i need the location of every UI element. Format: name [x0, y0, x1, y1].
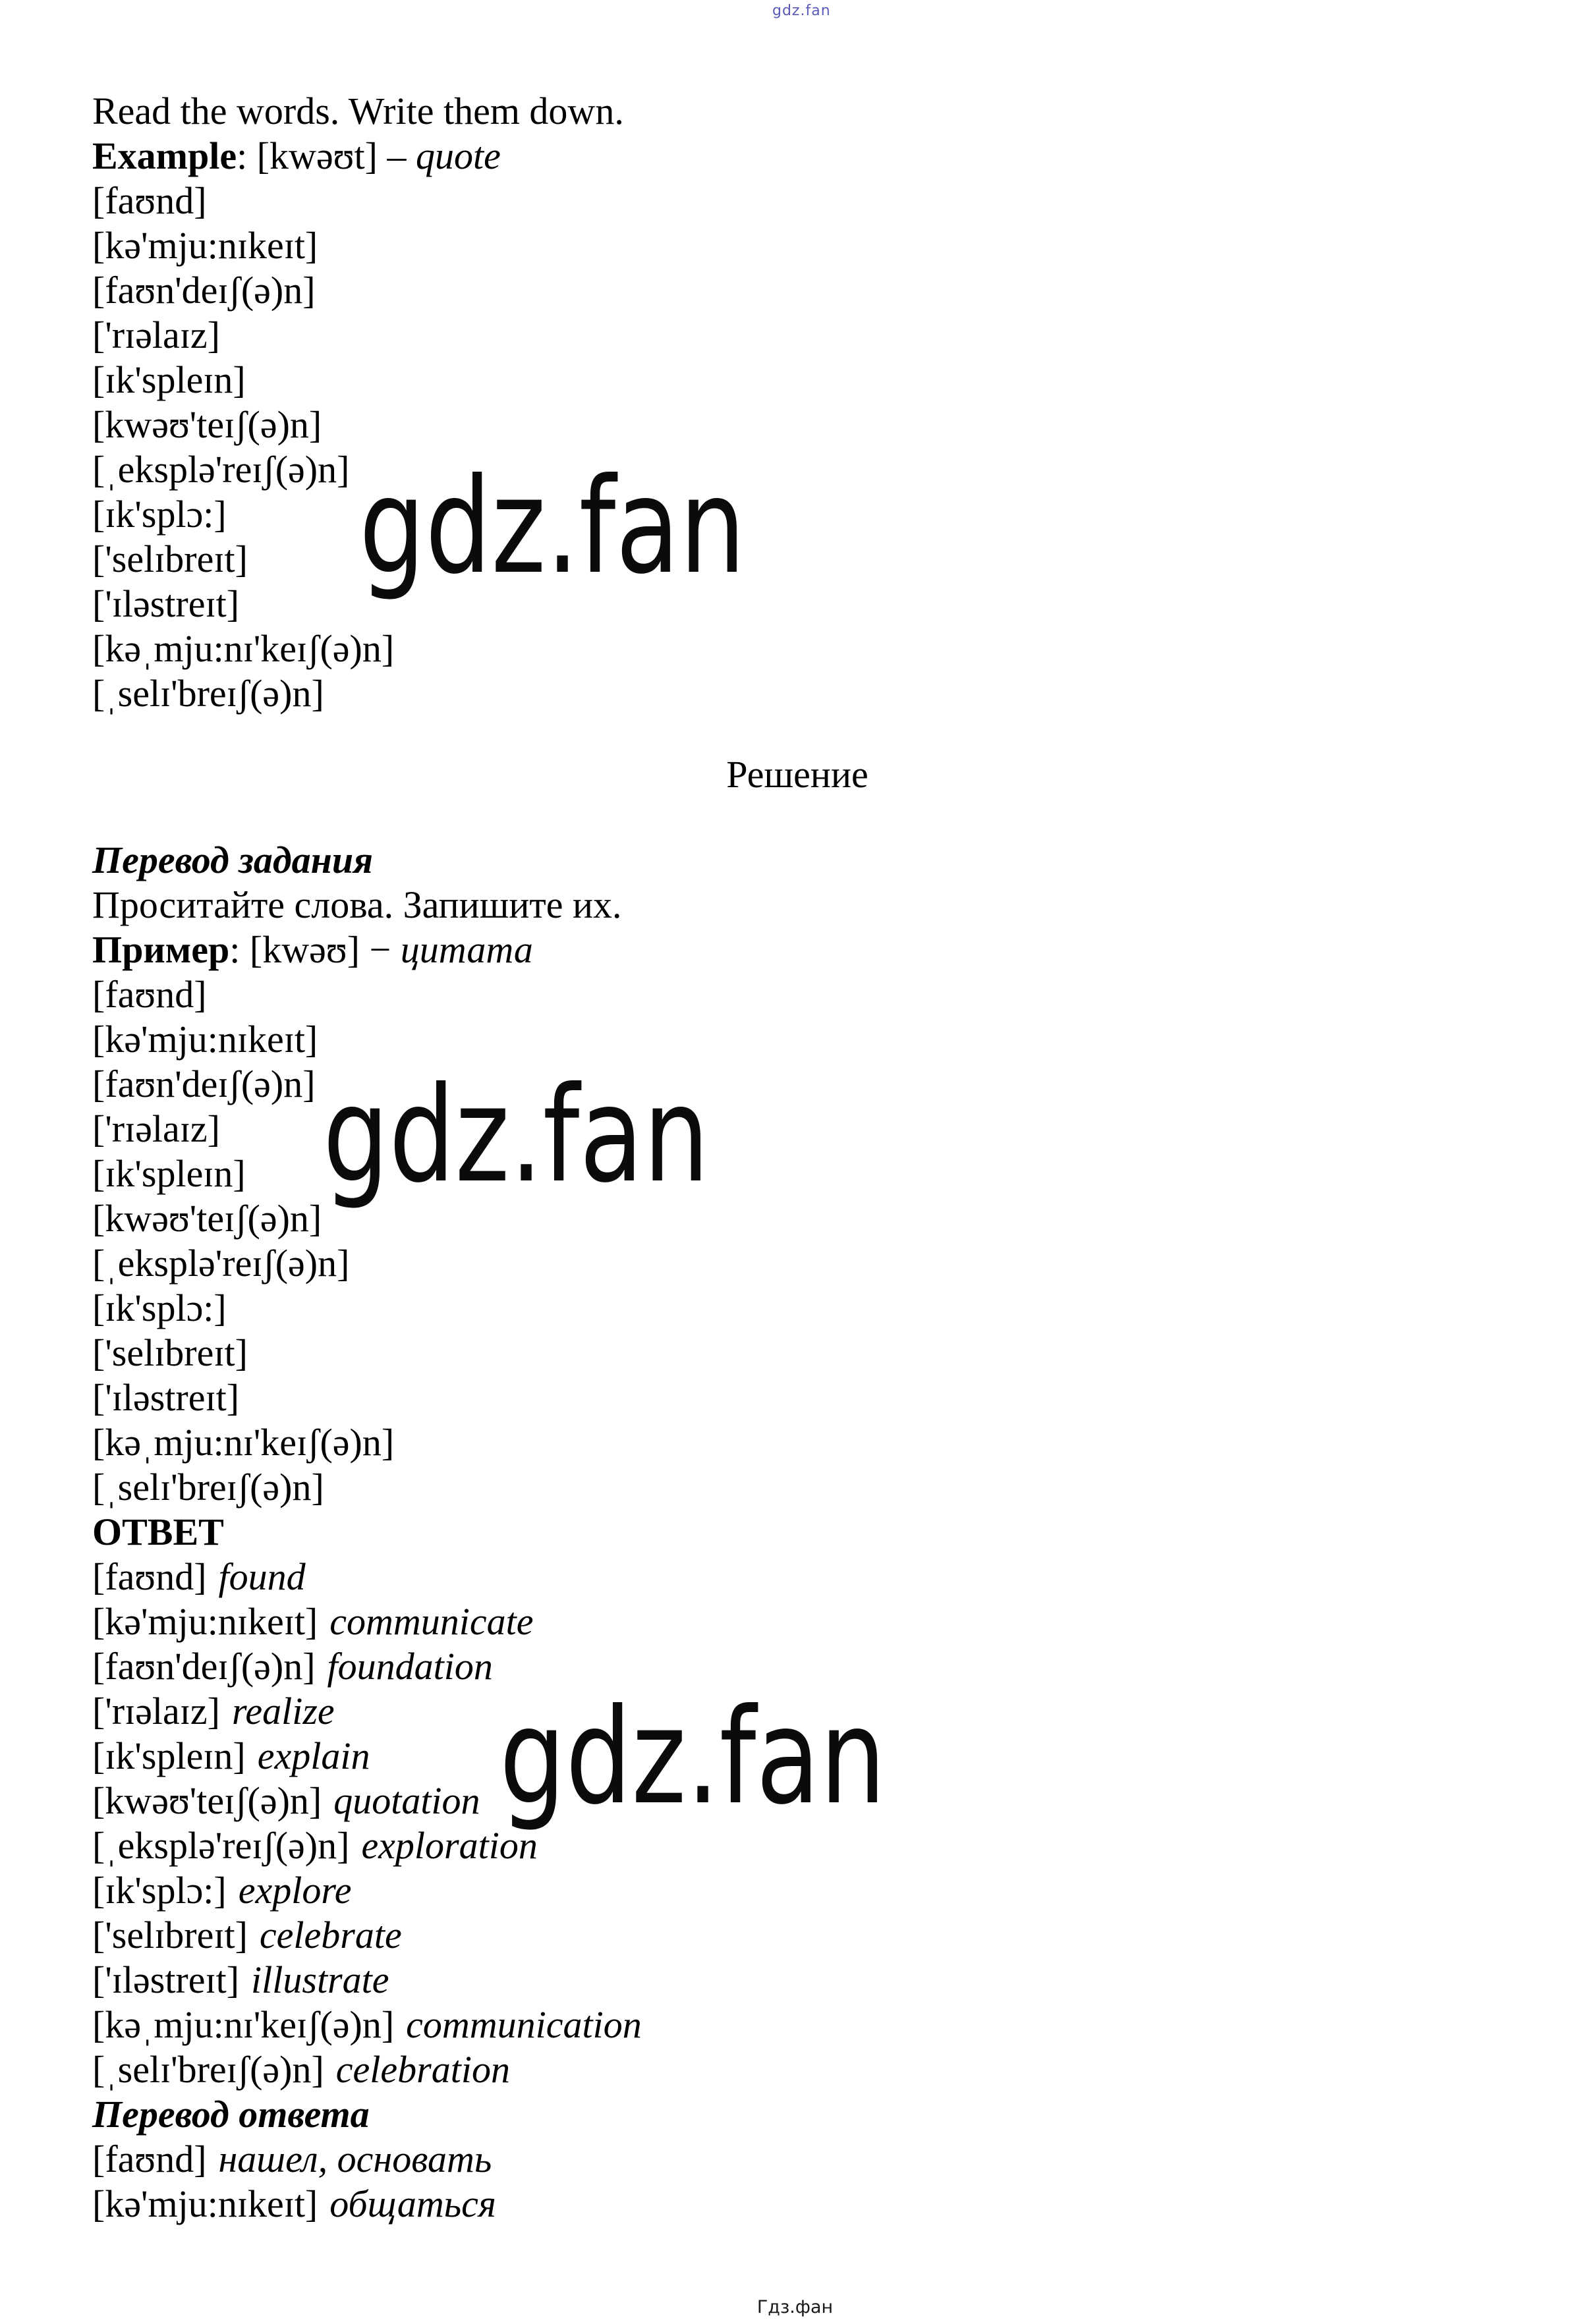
task-example-line: [92, 134, 1502, 179]
answer-translation-heading: Перевод ответа: [92, 2093, 370, 2136]
answer-transcription: [kə'mju:nɪkeɪt]: [92, 1600, 318, 1643]
answer-transcription: [ɪk'spleɪn]: [92, 1734, 246, 1777]
translation-example-line: [92, 927, 1502, 972]
translation-example-transcription: : [kwəʊ] −: [229, 928, 401, 971]
watermark-large-3: gdz.fan: [499, 1680, 886, 1834]
task-transcription: [kə'mju:nɪkeɪt]: [92, 224, 318, 267]
translation-transcription: [ɪk'splɔ:]: [92, 1286, 227, 1329]
answer-row: [92, 1555, 1502, 1599]
answer-transcription: [kwəʊ'teɪʃ(ə)n]: [92, 1779, 322, 1822]
answer-transcription: [ˌeksplə'reɪʃ(ə)n]: [92, 1824, 350, 1867]
task-transcription: [kəˌmju:nɪ'keɪʃ(ə)n]: [92, 627, 395, 670]
task-instruction: Read the words. Write them down.: [92, 90, 624, 132]
task-transcription: ['ɪləstreɪt]: [92, 582, 240, 625]
answer-row: [92, 1958, 1502, 2003]
answer-row: [92, 1868, 1502, 1913]
answer-word: communication: [406, 2003, 642, 2046]
answer-transcription: [faʊn'deɪʃ(ə)n]: [92, 1645, 316, 1688]
answer-word: communicate: [329, 1600, 534, 1643]
answer-transcription: ['ɪləstreɪt]: [92, 1958, 240, 2001]
task-example-transcription: : [kwəʊt] –: [237, 134, 416, 177]
answer-word: foundation: [327, 1645, 493, 1688]
answer-translation-row: [92, 2182, 1502, 2227]
translation-transcription: ['rɪəlaɪz]: [92, 1107, 220, 1150]
answer-word: quotation: [333, 1779, 480, 1822]
answer-transcription: ['rɪəlaɪz]: [92, 1690, 220, 1732]
answer-document: [92, 89, 1502, 2227]
answer-word: celebrate: [259, 1914, 402, 1956]
task-transcription: [faʊnd]: [92, 179, 207, 222]
translation-transcription: [kwəʊ'teɪʃ(ə)n]: [92, 1197, 322, 1240]
answer-row: [92, 1644, 1502, 1689]
answer-row: [92, 1599, 1502, 1644]
answer-transcription: [ˌselɪ'breɪʃ(ə)n]: [92, 2048, 324, 2091]
translation-transcription: [ˌselɪ'breɪʃ(ə)n]: [92, 1466, 324, 1508]
translation-transcription: [kə'mju:nɪkeɪt]: [92, 1018, 318, 1061]
translation-transcription: ['selɪbreɪt]: [92, 1331, 248, 1374]
translation-heading: Перевод задания: [92, 839, 373, 881]
answer-translation-transcription: [kə'mju:nɪkeɪt]: [92, 2182, 318, 2225]
site-footer: Гдз.фан: [756, 2297, 834, 2317]
answer-row: [92, 1689, 1502, 1734]
translation-transcription: [ɪk'spleɪn]: [92, 1152, 246, 1195]
answer-row: [92, 1913, 1502, 1958]
task-transcription: [faʊn'deɪʃ(ə)n]: [92, 269, 316, 312]
translation-instruction: Проситайте слова. Запишите их.: [92, 883, 622, 926]
answer-transcription: [ɪk'splɔ:]: [92, 1869, 227, 1912]
answer-translation-transcription: [faʊnd]: [92, 2138, 207, 2180]
answer-word: illustrate: [251, 1958, 389, 2001]
watermark-large-2: gdz.fan: [323, 1059, 710, 1212]
answer-transcription: ['selɪbreɪt]: [92, 1914, 248, 1956]
task-example-word: quote: [415, 134, 501, 177]
answer-transcription: [kəˌmju:nɪ'keɪʃ(ə)n]: [92, 2003, 395, 2046]
answer-word: explore: [238, 1869, 352, 1912]
task-transcription: [ɪk'splɔ:]: [92, 493, 227, 536]
answer-word: realize: [231, 1690, 335, 1732]
answer-row: [92, 1779, 1502, 1823]
translation-transcription: [ˌeksplə'reɪʃ(ə)n]: [92, 1242, 350, 1285]
watermark-large-1: gdz.fan: [359, 450, 746, 603]
answer-translation-word: общаться: [329, 2182, 496, 2225]
translation-transcription: [faʊnd]: [92, 973, 207, 1016]
task-transcription: ['selɪbreɪt]: [92, 538, 248, 580]
answer-heading: ОТВЕТ: [92, 1510, 224, 1553]
task-example-label: Example: [92, 134, 237, 177]
answer-word: found: [218, 1555, 306, 1598]
solution-heading: Решение: [726, 753, 868, 796]
translation-example-label: Пример: [92, 928, 230, 971]
watermark-small-top: gdz.fan: [772, 3, 831, 19]
task-transcription: [ˌeksplə'reɪʃ(ə)n]: [92, 448, 350, 491]
answer-word: explain: [257, 1734, 370, 1777]
translation-transcription: [kəˌmju:nɪ'keɪʃ(ə)n]: [92, 1421, 395, 1464]
task-transcription: [ˌselɪ'breɪʃ(ə)n]: [92, 672, 324, 715]
translation-transcription: ['ɪləstreɪt]: [92, 1376, 240, 1419]
answer-row: [92, 1734, 1502, 1779]
translation-transcription: [faʊn'deɪʃ(ə)n]: [92, 1063, 316, 1105]
task-transcription: [kwəʊ'teɪʃ(ə)n]: [92, 403, 322, 446]
task-transcription: ['rɪəlaɪz]: [92, 314, 220, 356]
answer-word: exploration: [361, 1824, 538, 1867]
answer-row: [92, 2047, 1502, 2092]
answer-transcription: [faʊnd]: [92, 1555, 207, 1598]
answer-translation-row: [92, 2137, 1502, 2182]
answer-translation-word: нашел, основать: [218, 2138, 492, 2180]
answer-row: [92, 2003, 1502, 2047]
answer-word: celebration: [335, 2048, 510, 2091]
answer-row: [92, 1823, 1502, 1868]
task-transcription: [ɪk'spleɪn]: [92, 358, 246, 401]
translation-example-word: цитата: [400, 928, 533, 971]
